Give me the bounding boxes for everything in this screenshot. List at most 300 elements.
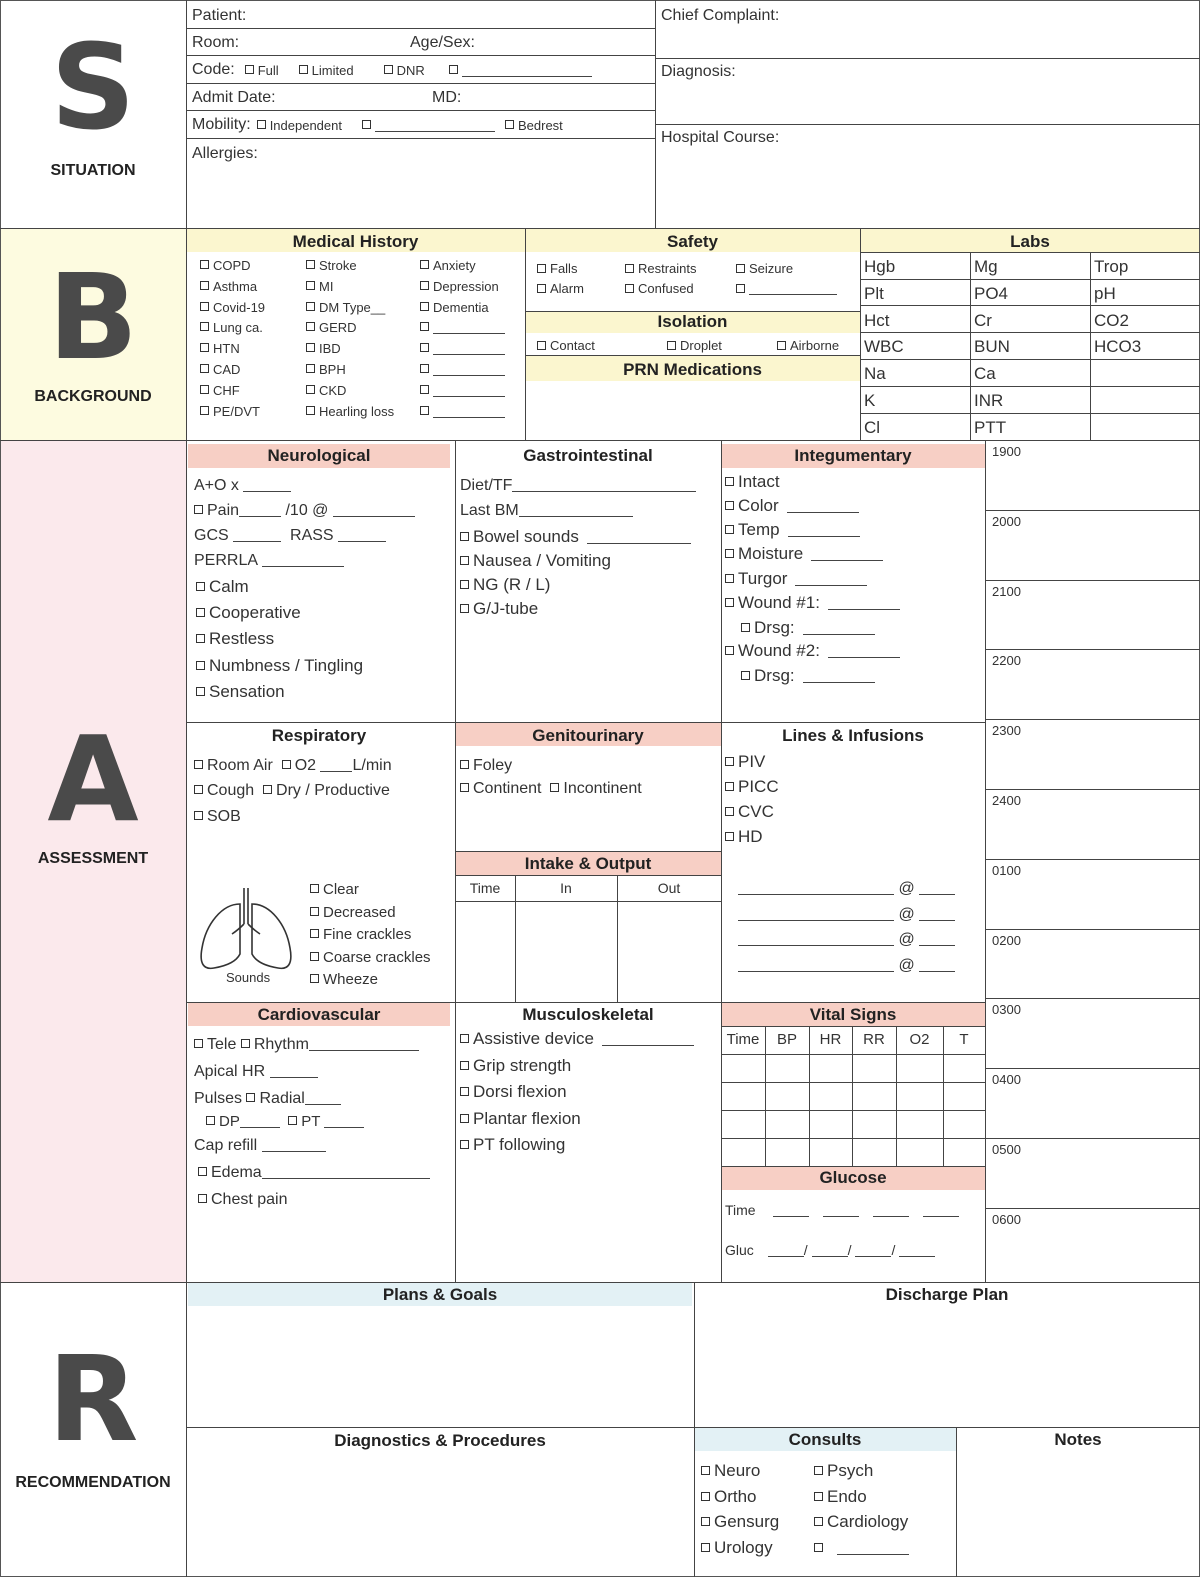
line-item [725, 802, 774, 822]
diagnostics-title: Diagnostics & Procedures [334, 1431, 546, 1450]
lab-cell[interactable]: Trop [1094, 257, 1129, 276]
time-slot-label: 2000 [992, 513, 1021, 529]
medhist-item [200, 341, 240, 356]
medhist-checkbox[interactable] [420, 385, 429, 394]
pain-checkbox[interactable] [194, 505, 203, 514]
mobility-other-blank[interactable] [375, 120, 495, 132]
msk-item [460, 1056, 571, 1076]
lung-sound-checkbox[interactable] [310, 974, 319, 983]
glucose-gluc-label: Gluc [725, 1242, 754, 1258]
time-slot-line [985, 789, 1200, 790]
consult-item [814, 1461, 873, 1481]
integ-item [725, 569, 867, 589]
medhist-checkbox[interactable] [420, 260, 429, 269]
cardio-title: Cardiovascular [257, 1005, 381, 1024]
medhist-checkbox[interactable] [200, 406, 209, 415]
consult-checkbox[interactable] [814, 1492, 823, 1501]
medhist-label: BPH [319, 362, 346, 377]
integ-item [725, 641, 900, 661]
line-checkbox[interactable] [725, 782, 734, 791]
medhist-item [420, 341, 505, 356]
code-row [192, 61, 592, 79]
continent: Continent [473, 780, 542, 797]
consult-label: Urology [714, 1537, 773, 1557]
sit-line5 [186, 138, 655, 139]
integ-item-label: Turgor [738, 569, 788, 588]
admit-date-label[interactable]: Admit Date: [192, 89, 276, 106]
lab-cell[interactable]: Ca [974, 364, 996, 384]
room-air-checkbox[interactable] [194, 760, 203, 769]
medhist-checkbox[interactable] [200, 260, 209, 269]
radial-checkbox[interactable] [246, 1093, 255, 1102]
room-label[interactable]: Room: [192, 34, 240, 51]
integ-item-label: Color [738, 496, 779, 515]
consult-item [814, 1487, 867, 1507]
o2: O2 [294, 757, 317, 774]
lab-cell[interactable]: K [864, 391, 876, 410]
incontinent-checkbox[interactable] [550, 783, 559, 792]
lung-sound-label: Wheeze [323, 971, 379, 988]
gi-checkbox[interactable] [460, 556, 469, 565]
consult-checkbox[interactable] [701, 1466, 710, 1475]
lung-sound-item [310, 971, 378, 988]
integ-checkbox[interactable] [725, 477, 734, 486]
msk-item-label: Plantar flexion [473, 1108, 581, 1128]
confused-checkbox[interactable] [625, 284, 634, 293]
medhist-label: PE/DVT [213, 403, 260, 419]
medhist-item [306, 362, 346, 377]
s-b-divider [0, 228, 1200, 229]
medhist-item [306, 404, 394, 419]
integ-item-label: Wound #1: [738, 593, 820, 612]
integ-item [725, 520, 860, 540]
gi-item [460, 551, 611, 571]
lab-cell[interactable]: Hgb [864, 257, 896, 276]
continence-row [460, 780, 642, 798]
msk-item-label: Assistive device [473, 1029, 594, 1048]
foley: Foley [473, 757, 513, 774]
gi-checkbox[interactable] [460, 532, 469, 541]
lung-sound-checkbox[interactable] [310, 907, 319, 916]
plans-goals-title: Plans & Goals [382, 1285, 498, 1304]
lab-cell[interactable]: CO2 [1094, 310, 1129, 330]
msk-checkbox[interactable] [460, 1140, 469, 1149]
cough-row [194, 782, 390, 800]
neuro-item [196, 629, 274, 649]
cough-checkbox[interactable] [194, 785, 203, 794]
line-item-label: HD [738, 827, 763, 846]
medhist-checkbox[interactable] [306, 281, 315, 290]
safety-row-2 [537, 281, 837, 296]
time-slot-label: 2200 [992, 653, 1021, 669]
msk-checkbox[interactable] [460, 1034, 469, 1043]
msk-item [460, 1109, 581, 1129]
radial: Radial [259, 1090, 305, 1107]
medhist-checkbox[interactable] [420, 281, 429, 290]
mobility-independent: Independent [269, 117, 342, 133]
medhist-item [200, 404, 260, 419]
mobility-independent-checkbox[interactable] [257, 120, 266, 129]
medhist-item [200, 258, 251, 273]
tele-checkbox[interactable] [194, 1039, 203, 1048]
ao-label: A+O x [194, 477, 239, 494]
medhist-checkbox[interactable] [306, 343, 315, 352]
lung-sound-label: Coarse crackles [323, 948, 431, 966]
airborne-checkbox[interactable] [777, 341, 786, 350]
time-slot-line [985, 1068, 1200, 1069]
mobility-other-checkbox[interactable] [362, 120, 371, 129]
medhist-label: Dementia [433, 299, 489, 315]
contact-checkbox[interactable] [537, 341, 546, 350]
msk-item [460, 1082, 567, 1102]
dp: DP [219, 1113, 240, 1130]
medhist-checkbox[interactable] [306, 364, 315, 373]
line-item [725, 777, 779, 797]
time-slot-label: 0300 [992, 1002, 1021, 1018]
line-checkbox[interactable] [725, 807, 734, 816]
medhist-checkbox[interactable] [306, 322, 315, 331]
droplet-checkbox[interactable] [667, 341, 676, 350]
io-col-out: Out [657, 880, 681, 896]
md-label[interactable]: MD: [432, 89, 462, 106]
confused: Confused [638, 281, 694, 296]
medhist-item [306, 320, 357, 335]
sit-mid-divider [655, 0, 656, 228]
consult-checkbox[interactable] [814, 1517, 823, 1526]
medhist-checkbox[interactable] [306, 406, 315, 415]
gi-item [460, 527, 691, 547]
vitals-col-header: HR [819, 1031, 842, 1048]
medhist-label: IBD [319, 341, 341, 357]
consult-checkbox[interactable] [701, 1517, 710, 1526]
labs-title: Labs [1010, 232, 1050, 251]
lab-cell[interactable]: Plt [864, 283, 884, 303]
neuro-item [196, 577, 249, 597]
line-item-label: CVC [738, 802, 774, 821]
medhist-checkbox[interactable] [420, 343, 429, 352]
neuro-item-label: Numbness / Tingling [209, 655, 364, 675]
lab-cell[interactable]: Mg [974, 257, 998, 276]
sit-line3 [186, 83, 655, 84]
s-letter: S [50, 18, 136, 156]
foley-checkbox[interactable] [460, 760, 469, 769]
neuro-item-label: Sensation [209, 681, 285, 701]
prn-medications-title: PRN Medications [623, 360, 762, 379]
r-letter: R [47, 1330, 139, 1468]
pulses-row [194, 1090, 341, 1108]
integ-checkbox[interactable] [741, 623, 750, 632]
chief-complaint-label[interactable]: Chief Complaint: [661, 7, 780, 24]
integ-checkbox[interactable] [725, 549, 734, 558]
integ-checkbox[interactable] [741, 671, 750, 680]
code-limited: Limited [311, 62, 354, 78]
gcs-field[interactable] [194, 527, 386, 545]
code-full-checkbox[interactable] [245, 65, 254, 74]
lmin: L/min [352, 757, 392, 774]
safety-other-blank[interactable] [749, 283, 837, 295]
line-item [725, 752, 765, 772]
time-slot-label: 0100 [992, 862, 1021, 878]
age-sex-label[interactable]: Age/Sex: [410, 34, 475, 51]
medhist-checkbox[interactable] [200, 322, 209, 331]
diagnosis-label[interactable]: Diagnosis: [661, 63, 736, 80]
consult-item [701, 1487, 757, 1507]
mobility-row [192, 116, 563, 134]
io-col-time: Time [469, 880, 501, 896]
medhist-item [420, 404, 505, 419]
alarm: Alarm [550, 281, 584, 296]
glucose-time-row[interactable] [725, 1202, 959, 1218]
rass-label: RASS [290, 527, 334, 544]
msk-checkbox[interactable] [460, 1061, 469, 1070]
medhist-checkbox[interactable] [200, 364, 209, 373]
dry-productive-checkbox[interactable] [263, 785, 272, 794]
lab-cell[interactable]: Cr [974, 310, 992, 330]
integ-item-label: Intact [738, 472, 780, 491]
safety-title: Safety [666, 232, 719, 251]
code-other-checkbox[interactable] [449, 65, 458, 74]
incontinent: Incontinent [563, 780, 642, 797]
gi-checkbox[interactable] [460, 580, 469, 589]
lab-cell[interactable]: PO4 [974, 283, 1009, 303]
code-label: Code: [192, 61, 235, 78]
lung-sound-checkbox[interactable] [310, 952, 319, 961]
lab-cell[interactable]: Hct [864, 310, 890, 330]
gi-item-label: Nausea / Vomiting [473, 551, 611, 570]
msk-checkbox[interactable] [460, 1114, 469, 1123]
time-slot-line [985, 1138, 1200, 1139]
medhist-item [420, 362, 505, 377]
time-slot-label: 0200 [992, 932, 1021, 948]
integ-checkbox[interactable] [725, 646, 734, 655]
perrla-field[interactable] [194, 552, 344, 570]
at-sign: @ [898, 905, 915, 923]
background-label: BACKGROUND [34, 388, 152, 405]
lab-cell[interactable]: Cl [864, 417, 881, 437]
b-a-divider [0, 440, 1200, 441]
consult-label: Neuro [714, 1461, 761, 1480]
last-bm-label: Last BM [460, 502, 519, 519]
neuro-checkbox[interactable] [196, 582, 205, 591]
time-slot-label: 0400 [992, 1072, 1021, 1088]
medhist-item [420, 300, 489, 315]
medhist-checkbox[interactable] [200, 343, 209, 352]
gi-checkbox[interactable] [460, 604, 469, 613]
lab-cell[interactable]: INR [974, 391, 1004, 410]
medhist-label: GERD [319, 320, 357, 336]
medhist-label: Asthma [213, 278, 258, 294]
situation-label: SITUATION [50, 162, 136, 179]
medhist-checkbox[interactable] [420, 302, 429, 311]
medhist-label: COPD [213, 258, 251, 273]
consults-title: Consults [788, 1430, 862, 1449]
lung-sound-checkbox[interactable] [310, 929, 319, 938]
medhist-checkbox[interactable] [306, 260, 315, 269]
medhist-checkbox[interactable] [420, 364, 429, 373]
medhist-item [200, 279, 257, 294]
medhist-checkbox[interactable] [200, 281, 209, 290]
integ-checkbox[interactable] [725, 598, 734, 607]
medhist-checkbox[interactable] [420, 322, 429, 331]
msk-item-label: PT following [473, 1135, 566, 1154]
msk-item [460, 1029, 694, 1049]
integ-item [725, 496, 859, 516]
consult-checkbox[interactable] [701, 1492, 710, 1501]
lab-cell[interactable]: Na [864, 364, 886, 384]
vitals-col-header: T [959, 1031, 969, 1048]
time-slot-line [985, 1208, 1200, 1209]
medhist-checkbox[interactable] [306, 385, 315, 394]
line-checkbox[interactable] [725, 757, 734, 766]
notes-title: Notes [1054, 1430, 1102, 1449]
lab-cell[interactable]: WBC [864, 337, 904, 357]
medhist-label: Stroke [319, 258, 357, 273]
medhist-label: DM Type__ [319, 299, 386, 315]
code-limited-checkbox[interactable] [299, 65, 308, 74]
line-item-label: PIV [738, 752, 766, 771]
patient-label[interactable]: Patient: [192, 7, 247, 24]
lung-sound-item [310, 949, 431, 966]
mobility-bedrest: Bedrest [517, 117, 563, 133]
resp-title: Respiratory [271, 726, 367, 745]
gi-title: Gastrointestinal [523, 446, 653, 465]
medhist-label: CHF [213, 382, 240, 398]
lab-cell[interactable]: pH [1094, 283, 1116, 303]
infusion-blank[interactable] [738, 880, 955, 898]
dp-checkbox[interactable] [206, 1116, 215, 1125]
foley-row [460, 757, 512, 775]
restraints-checkbox[interactable] [625, 264, 634, 273]
pt-checkbox[interactable] [288, 1116, 297, 1125]
medhist-label: Depression [433, 278, 499, 294]
contact: Contact [550, 338, 595, 353]
medhist-checkbox[interactable] [200, 302, 209, 311]
sob-checkbox[interactable] [194, 811, 203, 820]
a-letter: A [47, 710, 139, 848]
consult-checkbox[interactable] [814, 1466, 823, 1475]
medhist-item [200, 300, 265, 315]
seizure-checkbox[interactable] [736, 264, 745, 273]
consult-label: Psych [827, 1461, 874, 1480]
medhist-item [306, 258, 357, 273]
edema-row [198, 1164, 430, 1182]
consult-checkbox[interactable] [701, 1543, 710, 1552]
glucose-title: Glucose [819, 1168, 887, 1187]
vitals-col-header: BP [776, 1031, 797, 1048]
dry-productive: Dry / Productive [276, 782, 390, 799]
isolation-row [537, 338, 839, 353]
edema-checkbox[interactable] [198, 1167, 207, 1176]
medhist-checkbox[interactable] [420, 406, 429, 415]
sounds-label: Sounds [226, 970, 271, 985]
medhist-item [200, 383, 240, 398]
medhist-label: Covid-19 [213, 299, 266, 315]
rhythm-checkbox[interactable] [241, 1039, 250, 1048]
cap-refill-row[interactable] [194, 1137, 326, 1155]
mobility-label: Mobility: [192, 116, 251, 133]
msk-checkbox[interactable] [460, 1087, 469, 1096]
hospital-course-label[interactable]: Hospital Course: [661, 129, 780, 146]
pain-scale: /10 @ [285, 502, 329, 519]
integ-checkbox[interactable] [725, 574, 734, 583]
consult-label: Gensurg [714, 1512, 780, 1531]
medhist-item [200, 362, 240, 377]
glucose-gluc-row[interactable]: Gluc / / / [725, 1242, 935, 1258]
neuro-checkbox[interactable] [196, 634, 205, 643]
time-slot-label: 2100 [992, 583, 1021, 599]
neuro-item [196, 682, 285, 702]
cap-refill: Cap refill [194, 1137, 258, 1154]
integ-checkbox[interactable] [725, 525, 734, 534]
msk-title: Musculoskeletal [522, 1005, 654, 1024]
neuro-checkbox[interactable] [196, 661, 205, 670]
infusion-blank[interactable] [738, 906, 955, 924]
sit-line4 [186, 110, 655, 111]
lab-cell[interactable]: PTT [974, 417, 1007, 437]
alarm-checkbox[interactable] [537, 284, 546, 293]
code-dnr-checkbox[interactable] [384, 65, 393, 74]
pulses: Pulses [194, 1090, 243, 1107]
restraints: Restraints [638, 261, 697, 276]
gi-item-label: G/J-tube [473, 599, 539, 618]
continent-checkbox[interactable] [460, 783, 469, 792]
time-slot-label: 2400 [992, 793, 1021, 808]
time-slot-line [985, 649, 1200, 650]
lungs-icon [196, 884, 296, 980]
integ-checkbox[interactable] [725, 501, 734, 510]
neuro-item [196, 656, 363, 676]
line-checkbox[interactable] [725, 832, 734, 841]
medhist-item [200, 320, 263, 335]
neuro-checkbox[interactable] [196, 687, 205, 696]
ao-field[interactable] [194, 477, 291, 495]
consult-checkbox[interactable] [814, 1543, 823, 1552]
last-bm-field[interactable] [460, 502, 633, 520]
neuro-item-label: Cooperative [209, 603, 301, 623]
safety-other-checkbox[interactable] [736, 284, 745, 293]
medhist-checkbox[interactable] [200, 385, 209, 394]
code-other-blank[interactable] [462, 65, 592, 77]
consult-label: Ortho [714, 1486, 757, 1506]
infusion-blank[interactable] [738, 957, 955, 975]
pain-label: Pain [207, 502, 240, 519]
msk-item [460, 1135, 565, 1155]
apical-row[interactable] [194, 1063, 318, 1081]
neuro-item [196, 603, 301, 623]
lung-sound-checkbox[interactable] [310, 884, 319, 893]
seizure: Seizure [749, 261, 794, 276]
medhist-item [306, 279, 333, 294]
allergies-label[interactable]: Allergies: [192, 145, 258, 162]
neuro-item-label: Calm [209, 577, 249, 596]
chest-pain-checkbox[interactable] [198, 1194, 207, 1203]
lab-cell[interactable]: BUN [974, 337, 1010, 357]
diet-field[interactable] [460, 477, 696, 495]
mobility-bedrest-checkbox[interactable] [505, 120, 514, 129]
pain-field[interactable] [194, 502, 415, 520]
lab-cell[interactable]: HCO3 [1094, 337, 1142, 357]
neuro-checkbox[interactable] [196, 608, 205, 617]
o2-checkbox[interactable] [282, 760, 291, 769]
code-full: Full [257, 62, 279, 78]
medhist-checkbox[interactable] [306, 302, 315, 311]
io-col-in: In [560, 880, 572, 896]
vitals-col-header: O2 [909, 1031, 930, 1048]
infusion-blank[interactable] [738, 931, 955, 949]
falls-checkbox[interactable] [537, 264, 546, 273]
recommendation-label: RECOMMENDATION [15, 1474, 171, 1491]
time-slot-label: 0500 [992, 1142, 1021, 1157]
